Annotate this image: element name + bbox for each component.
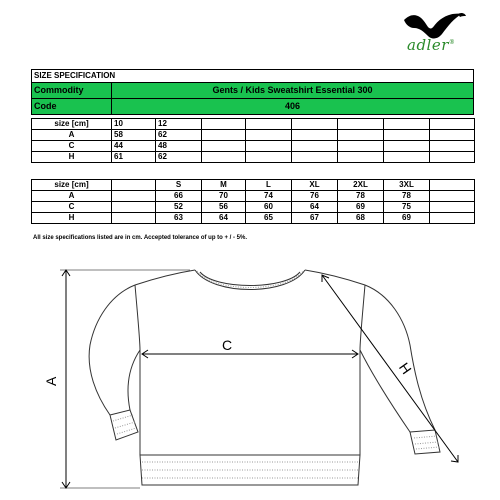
value-cell [246, 152, 292, 163]
adult-size-cell: XL [292, 180, 338, 191]
kids-header-label: size [cm] [32, 119, 112, 130]
adult-row-a [32, 191, 475, 202]
kids-size-cell [430, 119, 475, 130]
spec-title: SIZE SPECIFICATION [32, 70, 474, 83]
value-cell: 48 [156, 141, 202, 152]
spec-header-table [31, 69, 474, 115]
value-cell: 65 [246, 213, 292, 224]
value-cell: 64 [292, 202, 338, 213]
chest-label: C [222, 337, 233, 353]
kids-size-cell [338, 119, 384, 130]
value-cell: 66 [156, 191, 202, 202]
kids-size-cell [384, 119, 430, 130]
commodity-value: Gents / Kids Sweatshirt Essential 300 [112, 83, 474, 99]
value-cell [292, 152, 338, 163]
adult-size-cell [430, 180, 475, 191]
value-cell: 76 [292, 191, 338, 202]
value-cell [384, 152, 430, 163]
value-cell: 63 [156, 213, 202, 224]
value-cell: 52 [156, 202, 202, 213]
value-cell: 44 [112, 141, 156, 152]
adult-size-cell [112, 180, 156, 191]
adult-size-cell: M [202, 180, 246, 191]
commodity-row [32, 83, 474, 99]
adult-size-table [31, 179, 475, 224]
brand-name: adler [407, 36, 449, 54]
value-cell: 56 [202, 202, 246, 213]
value-cell [246, 130, 292, 141]
code-value: 406 [112, 99, 474, 115]
kids-size-table [31, 118, 475, 163]
value-cell [338, 130, 384, 141]
value-cell: 69 [338, 202, 384, 213]
brand-wordmark [407, 36, 455, 54]
kids-size-cell: 10 [112, 119, 156, 130]
kids-row-c [32, 141, 475, 152]
value-cell [338, 141, 384, 152]
kids-size-cell: 12 [156, 119, 202, 130]
length-label: A [43, 376, 59, 386]
row-label: A [32, 130, 112, 141]
value-cell: 62 [156, 130, 202, 141]
value-cell [292, 130, 338, 141]
spec-title-row [32, 70, 474, 83]
kids-size-cell [292, 119, 338, 130]
kids-size-cell [246, 119, 292, 130]
value-cell [430, 152, 475, 163]
adult-size-cell: 3XL [384, 180, 430, 191]
row-label: C [32, 141, 112, 152]
kids-row-h [32, 152, 475, 163]
sleeve-label: H [395, 359, 415, 378]
value-cell: 62 [156, 152, 202, 163]
value-cell [384, 141, 430, 152]
row-label: H [32, 213, 112, 224]
value-cell: 74 [246, 191, 292, 202]
value-cell [202, 141, 246, 152]
adult-size-cell: 2XL [338, 180, 384, 191]
adult-header-label: size [cm] [32, 180, 112, 191]
value-cell: 68 [338, 213, 384, 224]
row-label: C [32, 202, 112, 213]
kids-header-row [32, 119, 475, 130]
value-cell [430, 130, 475, 141]
row-label: A [32, 191, 112, 202]
value-cell: 58 [112, 130, 156, 141]
value-cell: 67 [292, 213, 338, 224]
kids-size-cell [202, 119, 246, 130]
value-cell [112, 191, 156, 202]
adult-row-h [32, 213, 475, 224]
code-row [32, 99, 474, 115]
value-cell [112, 213, 156, 224]
value-cell [430, 141, 475, 152]
value-cell [430, 191, 475, 202]
row-label: H [32, 152, 112, 163]
adult-size-cell: L [246, 180, 292, 191]
value-cell [246, 141, 292, 152]
registered-mark: ® [448, 39, 456, 46]
value-cell [202, 152, 246, 163]
value-cell: 69 [384, 213, 430, 224]
commodity-label: Commodity [32, 83, 112, 99]
value-cell [112, 202, 156, 213]
tolerance-note: All size specifications listed are in cm. Accepted tolerance of up to + / - 5%. [33, 235, 248, 241]
value-cell [384, 130, 430, 141]
value-cell: 75 [384, 202, 430, 213]
value-cell [202, 130, 246, 141]
sweatshirt-outline-icon [0, 255, 500, 500]
value-cell: 78 [338, 191, 384, 202]
value-cell: 60 [246, 202, 292, 213]
value-cell [292, 141, 338, 152]
adult-size-cell: S [156, 180, 202, 191]
value-cell: 78 [384, 191, 430, 202]
value-cell: 61 [112, 152, 156, 163]
adult-header-row [32, 180, 475, 191]
kids-row-a [32, 130, 475, 141]
value-cell: 64 [202, 213, 246, 224]
value-cell: 70 [202, 191, 246, 202]
code-label: Code [32, 99, 112, 115]
value-cell [430, 213, 475, 224]
value-cell [338, 152, 384, 163]
value-cell [430, 202, 475, 213]
adult-row-c [32, 202, 475, 213]
